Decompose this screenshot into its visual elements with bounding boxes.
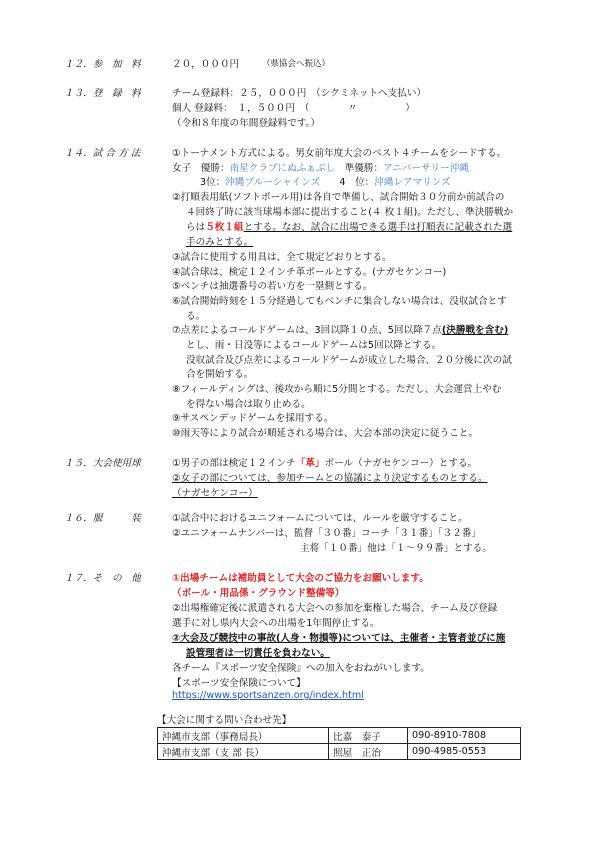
registration-note: （令和８年度の年間登録料です。）	[172, 118, 320, 129]
rule-line: ⑨サスペンデッドゲームを採用する。	[172, 413, 334, 424]
helper-request: ①出場チームは補助員として大会のご協力をお願いします。	[172, 573, 429, 584]
helper-duties: （ボール・用品係・グラウンド整備等）	[172, 588, 345, 599]
rule-line: る。	[186, 311, 206, 322]
insurance-request: 各チーム『スポーツ安全保険』への加入をおねがいします。	[172, 663, 430, 674]
individual-registration-fee: 個人 登録料： １，５００円 （ 〃 ）	[172, 103, 415, 114]
leather-emphasis: 「革」	[295, 458, 325, 469]
contact-tel: 090-8910-7808	[408, 728, 521, 744]
rule-line: ③試合に使用する用具は、全て規定どおりとする。	[172, 252, 392, 263]
section-15-heading: １５．大会使用球	[64, 458, 141, 469]
rule-line: 合を開始する。	[186, 369, 254, 380]
seed-team-1: 南星クラブにぬふぁぶし	[229, 163, 336, 174]
uniform-number-rule: ②ユニフォームナンバーは、監督「３０番」コーチ「３１番」「３２番」	[172, 528, 481, 539]
rule-line: ⑧フィールディングは、後攻から順に5分間とする。ただし、大会運営上やむ	[172, 384, 502, 395]
rule-line: ②打順表用紙(ソフトボール用)は各自で準備し、試合開始３０分前か前試合の	[172, 192, 505, 203]
insurance-heading: 【スポーツ安全保険について】	[172, 678, 306, 689]
seed-label: 準優勝：	[335, 163, 384, 174]
other-rule: 選手に対し県内大会への出場を1年間停止する。	[172, 618, 380, 629]
rule-text: ボール（ナガセケンコー）とする。	[324, 458, 478, 469]
section-13-heading: １３．登 録 料	[64, 88, 141, 99]
ball-rule-men	[172, 455, 477, 469]
rule-text-underlined: なお、試合に出場できる選手は打順表に記載された選	[281, 222, 513, 233]
seed-team-2: アニバーサリー沖縄	[383, 163, 469, 174]
rule-line: とし、雨・日没等によるコールドゲームは5回以降とする。	[186, 340, 442, 351]
contact-table	[157, 727, 521, 760]
rule-line: ⑤ベンチは抽選番号の若い方を一塁側とする。	[172, 281, 373, 292]
other-rule: ②出場権確定後に派遣される大会への参加を棄権した場合、チーム及び登録	[172, 603, 498, 614]
rule-line	[172, 322, 508, 336]
section-12-heading: １２．参 加 料	[64, 59, 141, 70]
rule-tournament: ①トーナメント方式による。男女前年度大会のベスト４チームをシードする。	[172, 148, 507, 159]
contact-name: 比嘉 泰子	[329, 728, 408, 744]
seed-label: 3位：	[200, 177, 226, 188]
rule-line: ４回終了時に該当球場本部に提出すること(４ 枚１組)。ただし、準決勝戦か	[186, 207, 514, 218]
rule-line: ⑥試合開始時刻を１５分経過してもベンチに集合しない場合は、没収試合とす	[172, 296, 507, 307]
rule-line	[186, 219, 512, 233]
rule-text: らは	[186, 222, 206, 233]
seed-team-4: 沖縄レアマリンズ	[374, 177, 451, 188]
rule-line: 手のみとする。	[186, 237, 254, 248]
ball-rule-women: ②女子の部については、参加チームとの協議により決定するものとする。	[172, 473, 488, 484]
contact-org: 沖縄市支部（支 部 長）	[158, 744, 329, 760]
section-17-heading: １７．そ の 他	[64, 573, 141, 584]
contact-org: 沖縄市支部（事務局長）	[158, 728, 329, 744]
rule-line: 没収試合及び点差によるコールドゲームが成立した場合、２０分後に次の試	[186, 355, 512, 366]
contact-heading: 【大会に関する問い合わせ先】	[157, 715, 292, 726]
liability-disclaimer: ②大会及び競技中の事故(人身・物損等)については、主催者・主管者並びに施	[172, 633, 506, 644]
entry-fee: ２０，０００円	[172, 59, 240, 70]
contact-name: 照屋 正治	[329, 744, 408, 760]
table-row	[158, 744, 521, 760]
section-16-heading: １６．服 装	[64, 513, 141, 524]
five-sheets-emphasis: ５枚１組	[205, 222, 244, 233]
final-included-emphasis: (決勝戦を含む)	[441, 325, 509, 336]
table-row	[158, 728, 521, 744]
section-14-heading: １４．試 合 方 法	[64, 148, 141, 159]
liability-disclaimer: 設管理者は一切責任を負わない。	[186, 648, 330, 659]
rule-line: を得ない場合は取り止める。	[186, 399, 311, 410]
rule-line: ④試合球は、検定１２インチ革ボールとする。(ナガセケンコー)	[172, 267, 447, 278]
seed-women-line	[172, 160, 469, 174]
seed-third-line	[200, 174, 451, 188]
seed-team-3: 沖縄ブルーシャインズ	[225, 177, 321, 188]
seed-label: 4 位：	[320, 177, 375, 188]
team-registration-fee: チーム登録料：２５，０００円 （シクミネットへ支払い）	[172, 88, 427, 99]
insurance-link[interactable]: https://www.sportsanzen.org/index.html	[172, 690, 364, 701]
contact-tel: 090-4985-0553	[408, 744, 521, 760]
uniform-rule: ①試合中におけるユニフォームについては、ルールを厳守すること。	[172, 513, 468, 524]
rule-text: ①男子の部は検定１２インチ	[172, 458, 296, 469]
seed-label: 女子 優勝：	[172, 163, 230, 174]
entry-fee-note: （県協会へ振込）	[262, 59, 331, 69]
rule-text: ⑦点差によるコールドゲームは、3回以降１０点、5回以降７点	[172, 325, 442, 336]
uniform-number-rule: 主将「１０番」他は「１～９９番」とする。	[300, 543, 492, 554]
ball-maker: （ナガセケンコー）	[172, 488, 258, 499]
rule-line: ⑩雨天等により試合が順延される場合は、大会本部の決定に従うこと。	[172, 428, 479, 439]
rule-text: とする。	[243, 222, 282, 233]
